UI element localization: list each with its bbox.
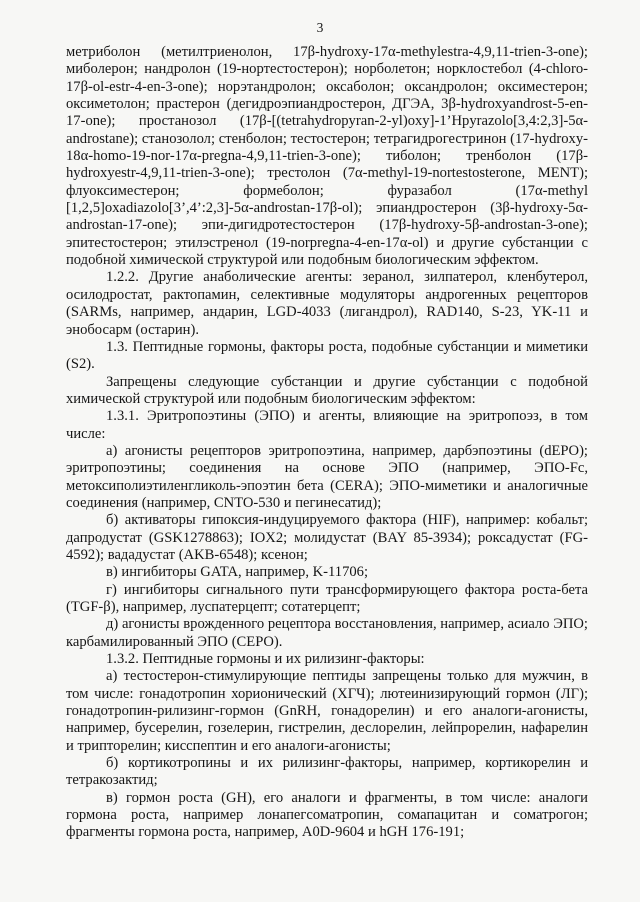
list-item: а) агонисты рецепторов эритропоэтина, например, дарбэпоэтины (dEPO); эритропоэтины; соединения на основе ЭПО (например, ЭПО-Fc, метоксиполиэтиленгликоль-эпоэтин бета (CERA); ЭПО-миметики и аналогичные соединения (например, CNTO-530 и пегинесатид); [66, 442, 588, 511]
section-heading: 1.3. Пептидные гормоны, факторы роста, подобные субстанции и миметики (S2). [66, 338, 588, 373]
list-item: б) активаторы гипоксия-индуцируемого фактора (HIF), например: кобальт; дапродустат (GSK1278863); IOX2; молидустат (BAY 85-3934); роксадустат (FG-4592); вададустат (AKB-6548); ксенон; [66, 512, 588, 563]
paragraph: 1.2.2. Другие анаболические агенты: зеранол, зилпатерол, кленбутерол, осилодростат, рактопамин, селективные модуляторы андрогенных рецепторов (SARMs, например, андарин, LGD-4033 (лигандрол), RAD140, S-23, YK-11 и энобосарм (остарин). [66, 269, 588, 338]
paragraph: Запрещены следующие субстанции и другие субстанции с подобной химической структурой или подобным биологическим эффектом: [66, 373, 588, 407]
list-item: г) ингибиторы сигнального пути трансформирующего фактора роста-бета (TGF-β), например, луспатерцепт; сотатерцепт; [66, 581, 588, 615]
subsection-heading: 1.3.2. Пептидные гормоны и их рилизинг-факторы: [106, 651, 425, 668]
page-number: 3 [316, 20, 324, 35]
subsection-heading: 1.3.1. Эритропоэтины (ЭПО) и агенты, влияющие на эритропоэз, в том числе: [66, 408, 588, 442]
document-body [66, 44, 588, 842]
list-item: б) кортикотропины и их рилизинг-факторы, например, кортикорелин и тетракозактид; [66, 755, 588, 789]
list-item: в) гормон роста (GH), его аналоги и фрагменты, в том числе: аналоги гормона роста, например лонапегсоматропин, сомапацитан и соматрогон; фрагменты гормона роста, например, A0D-9604 и hGH 176-191; [66, 789, 588, 841]
paragraph: метриболон (метилтриенолон, 17β-hydroxy-17α-methylestra-4,9,11-trien-3-one); миболерон; нандролон (19-нортестостерон); норболетон; норклостебол (4-chloro-17β-ol-estr-4-en-3-one); норэтандролон; оксаболон; оксандролон; оксиместерон; оксиметолон; прастерон (дегидроэпиандростерон, ДГЭА, 3β-hydroxyandrost-5-en-17-one); простанозол (17β-[(tetrahydropyran-2-yl)oxy]-1’Hpyrazolo[3,4:2,3]-5α-androstane); станозолол; стенболон; тестостерон; тетрагидрогестринон (17-hydroxy-18α-homo-19-nor-17α-pregna-4,9,11-trien-3-one); тиболон; тренболон (17β-hydroxyestr-4,9,11-trien-3-one); трестолон (7α-methyl-19-nortestosterone, MENT); флуоксиместерон; формеболон; фуразабол (17α-methyl [1,2,5]oxadiazolo[3’,4’:2,3]-5α-androstan-17β-ol); эпиандростерон (3β-hydroxy-5α-androstan-17-one); эпи-дигидротестостерон (17β-hydroxy-5β-androstan-3-one); эпитестостерон; этилэстренол (19-norpregna-4-en-17α-ol) и другие субстанции с подобной химической структурой или подобным биологическим эффектом. [66, 44, 588, 269]
list-item: а) тестостерон-стимулирующие пептиды запрещены только для мужчин, в том числе: гонадотропин хорионический (ХГЧ); лютеинизирующий гормон (ЛГ); гонадотропин-рилизинг-гормон (GnRH, гонадорелин) и его аналоги-агонисты, например, бусерелин, гозелерин, гистрелин, деслорелин, лейпрорелин, нафарелин и трипторелин; кисспептин и его аналоги-агонисты; [66, 668, 588, 754]
list-item: в) ингибиторы GATA, например, K-11706; [106, 564, 369, 581]
list-item: д) агонисты врожденного рецептора восстановления, например, асиало ЭПО; карбамилированный ЭПО (CEPO). [66, 616, 588, 650]
